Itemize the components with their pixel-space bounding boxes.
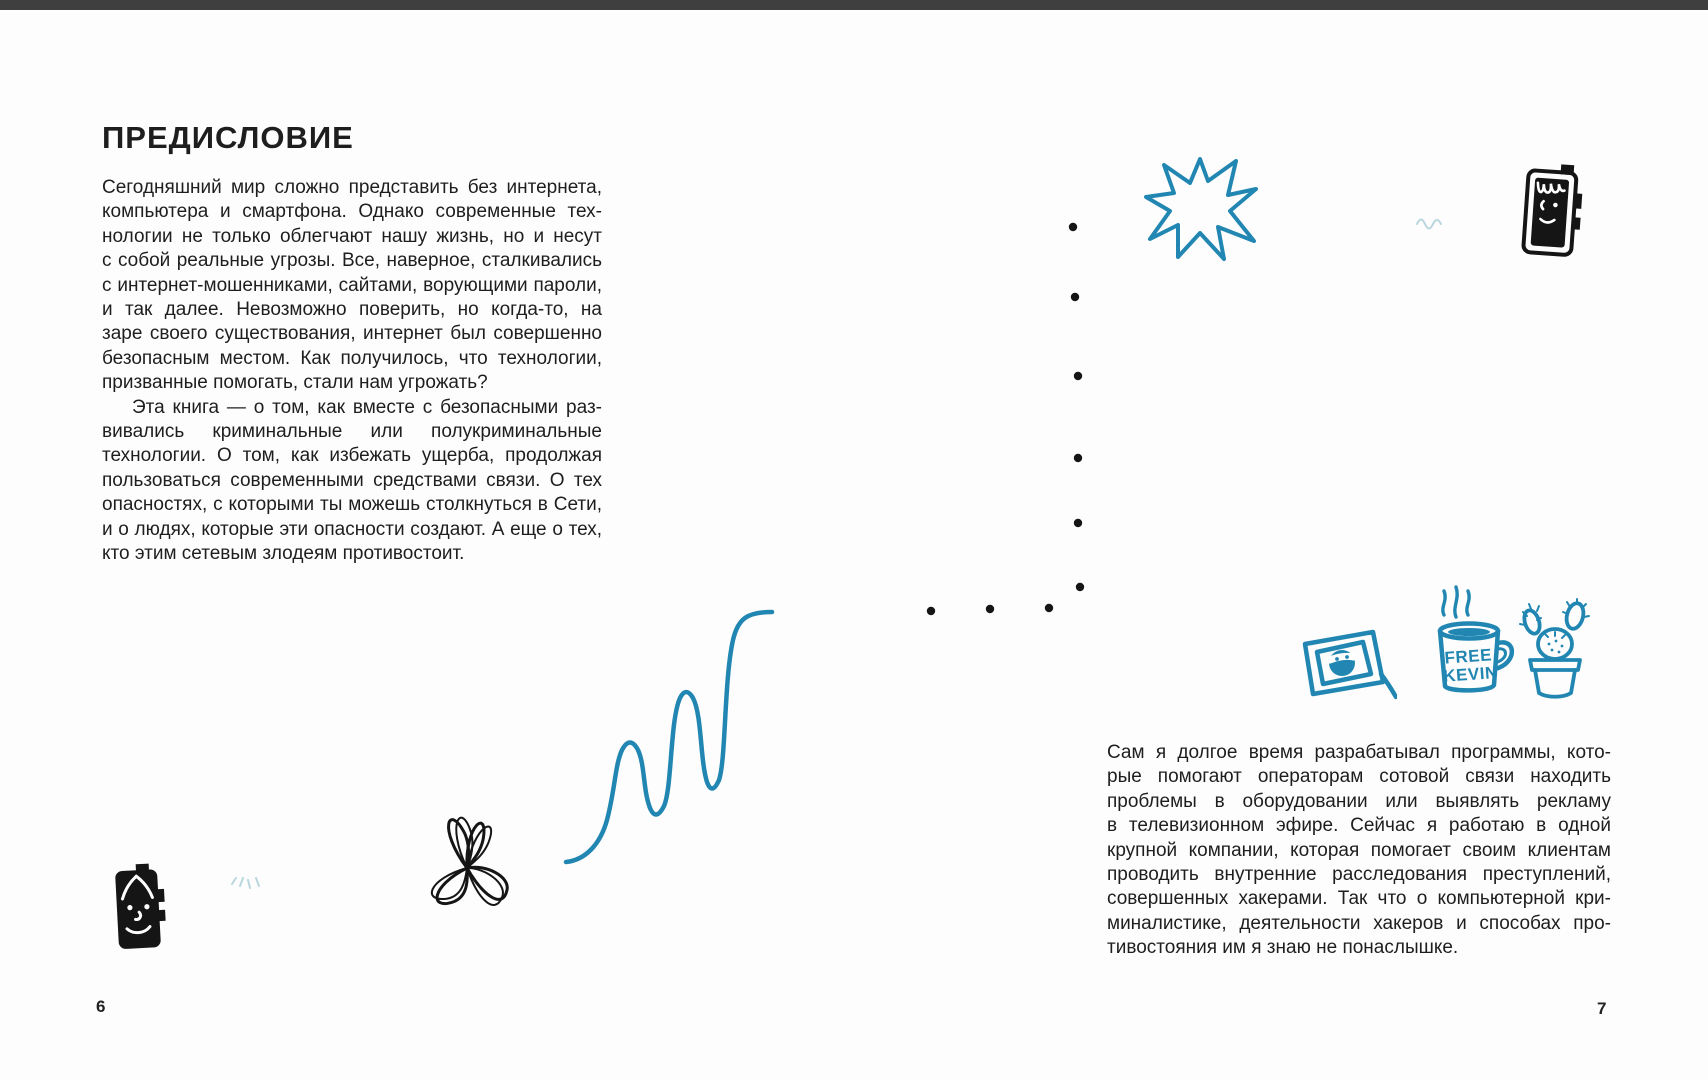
text-line: заре своего существования, интернет был совершенно [102, 323, 602, 345]
text-line: с собой реальные угрозы. Все, наверное, сталкивались [102, 250, 602, 272]
text-line: Сегодняшний мир сложно представить без интернета, [102, 177, 602, 198]
text-line: призванные помогать, стали нам угрожать? [102, 372, 488, 394]
faint-scribble-icon [1415, 214, 1449, 232]
text-line: опасностях, с которыми ты можешь столкнуться в Сети, [102, 494, 602, 516]
star-burst-icon [1142, 153, 1262, 263]
right-paragraph [1107, 741, 1611, 961]
page-title: ПРЕДИСЛОВИЕ [102, 120, 354, 155]
text-line: с интернет-мошенниками, сайтами, ворующими пароли, [102, 274, 602, 296]
text-line: компьютера и смартфона. Однако современные тех- [102, 201, 602, 223]
text-line: и так далее. Невозможно поверить, но когда-то, на [102, 299, 602, 321]
text-line: и о людях, которые эти опасности создают. А еще о тех, [102, 518, 602, 540]
text-line: совершенных хакерами. Так что о компьютерной кри- [1107, 888, 1611, 910]
phone-fringe-icon [1519, 160, 1592, 262]
text-line: проводить внутренние расследования преступлений, [1107, 864, 1611, 886]
text-line: проблемы в оборудовании или выявлять рекламу [1107, 790, 1611, 812]
left-paragraph-1 [102, 176, 602, 396]
text-line: вивались криминальные или полукриминальные [102, 421, 602, 442]
squiggle-line-icon [558, 605, 780, 871]
mug-text-line2: KEVIN [1442, 663, 1499, 686]
dotted-trail-icon [920, 218, 1092, 620]
flower-loops-icon [423, 806, 533, 910]
free-kevin-mug-icon [1428, 585, 1520, 699]
text-line: кто этим сетевым злодеям противостоит. [102, 543, 465, 565]
text-line: тивостояния им я знаю не понаслышке. [1107, 937, 1459, 959]
text-line: пользоваться современными средствами связи. О тех [102, 469, 602, 491]
text-line: крупной компании, которая помогает своим клиентам [1107, 839, 1611, 861]
text-line: нологии не только облегчают нашу жизнь, но и несут [102, 225, 602, 247]
mug-text-line1: FREE [1443, 645, 1493, 668]
text-line: технологии. О том, как избежать ущерба, продолжая [102, 445, 602, 467]
text-line: Эта книга — о том, как вместе с безопасными раз- [132, 396, 602, 418]
phone-face-icon [110, 860, 175, 957]
cactus-icon [1515, 598, 1595, 700]
text-line: безопасным местом. Как получилось, что технологии, [102, 347, 602, 369]
page-number-left: 6 [96, 997, 106, 1016]
text-line: Сам я долгое время разрабатывал программы, кото- [1107, 742, 1611, 763]
text-line: миналистике, деятельности хакеров и способах про- [1107, 912, 1611, 934]
scan-edge-artifact [0, 0, 1708, 10]
faint-scribble-icon [230, 872, 264, 892]
page-number-right: 7 [1597, 999, 1607, 1018]
text-line: в телевизионном эфире. Сейчас я работаю в одной [1107, 815, 1611, 837]
left-paragraph-2 [102, 396, 602, 567]
text-line: рые помогают операторам сотовой связи находить [1107, 766, 1611, 788]
ninja-photo-frame-icon [1295, 626, 1397, 700]
